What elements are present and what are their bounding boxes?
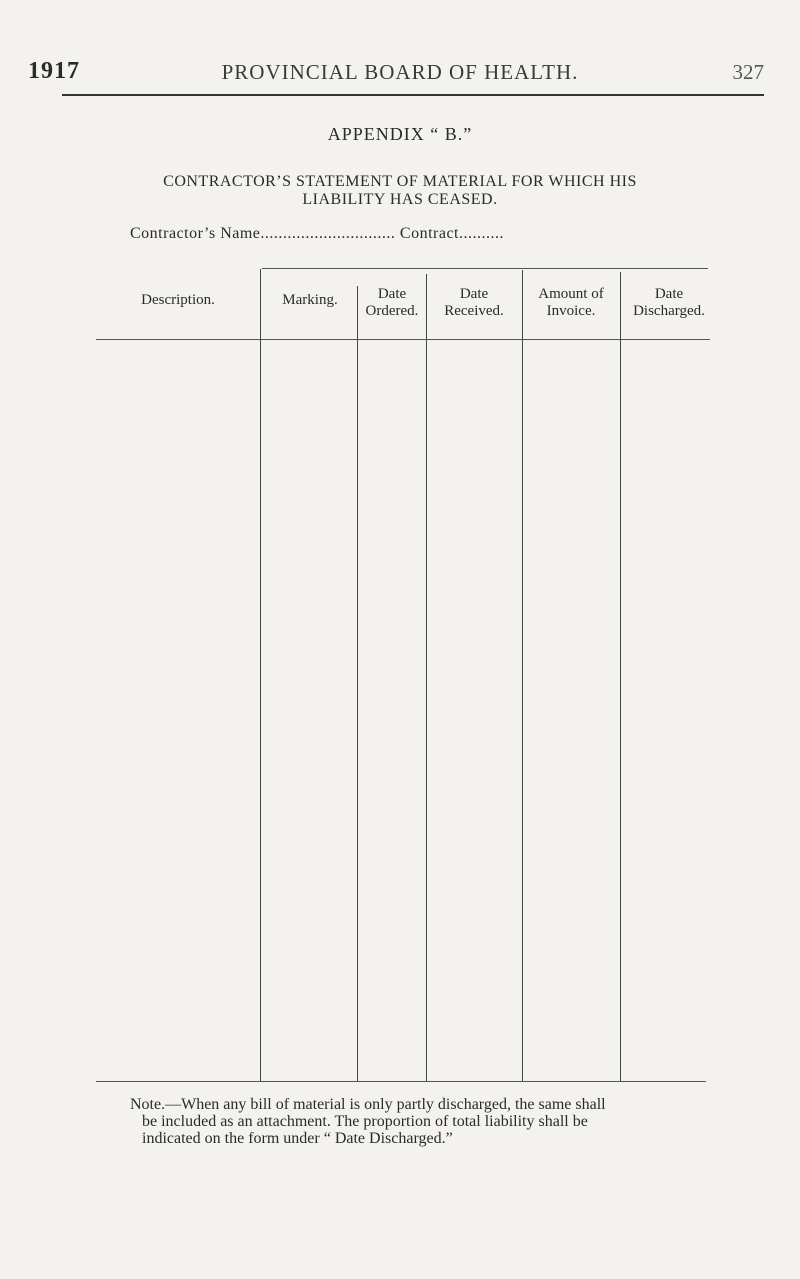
note-line-3: indicated on the form under “ Date Discharged.” <box>142 1130 453 1147</box>
page-number: 327 <box>732 60 764 84</box>
note-line-2: be included as an attachment. The proportion of total liability shall be <box>142 1113 588 1130</box>
column-divider <box>522 270 523 1081</box>
column-header-description: Description. <box>141 292 215 308</box>
table-bottom-rule <box>96 1081 706 1082</box>
contractor-line <box>130 225 504 243</box>
column-header-marking: Marking. <box>282 292 338 308</box>
column-header-date-received: Date Received. <box>444 286 504 319</box>
contract-label: Contract.......... <box>399 225 504 242</box>
statement-line-2: LIABILITY HAS CEASED. <box>302 191 498 208</box>
column-divider <box>357 286 358 1081</box>
header-rule <box>62 94 764 96</box>
column-divider <box>426 274 427 1081</box>
column-header-date-discharged: Date Discharged. <box>633 286 705 319</box>
table-top-rule <box>262 268 708 269</box>
note-paragraph <box>130 1096 730 1147</box>
header-title: PROVINCIAL BOARD OF HEALTH. <box>221 60 579 84</box>
appendix-title: APPENDIX “ B.” <box>327 124 473 144</box>
column-header-date-ordered: Date Ordered. <box>365 286 419 319</box>
contractor-name-label: Contractor’s Name.............................. <box>130 225 396 242</box>
note-line-1: Note.—When any bill of material is only partly discharged, the same shall <box>130 1096 606 1113</box>
table-header-rule <box>96 339 710 340</box>
statement-line-1: CONTRACTOR’S STATEMENT OF MATERIAL FOR WHICH HIS <box>163 173 637 190</box>
column-divider <box>620 272 621 1081</box>
column-divider <box>260 269 261 1081</box>
statement-heading <box>0 173 800 209</box>
header-year: 1917 <box>28 58 80 84</box>
column-header-amount-of-invoice: Amount of Invoice. <box>538 286 604 319</box>
